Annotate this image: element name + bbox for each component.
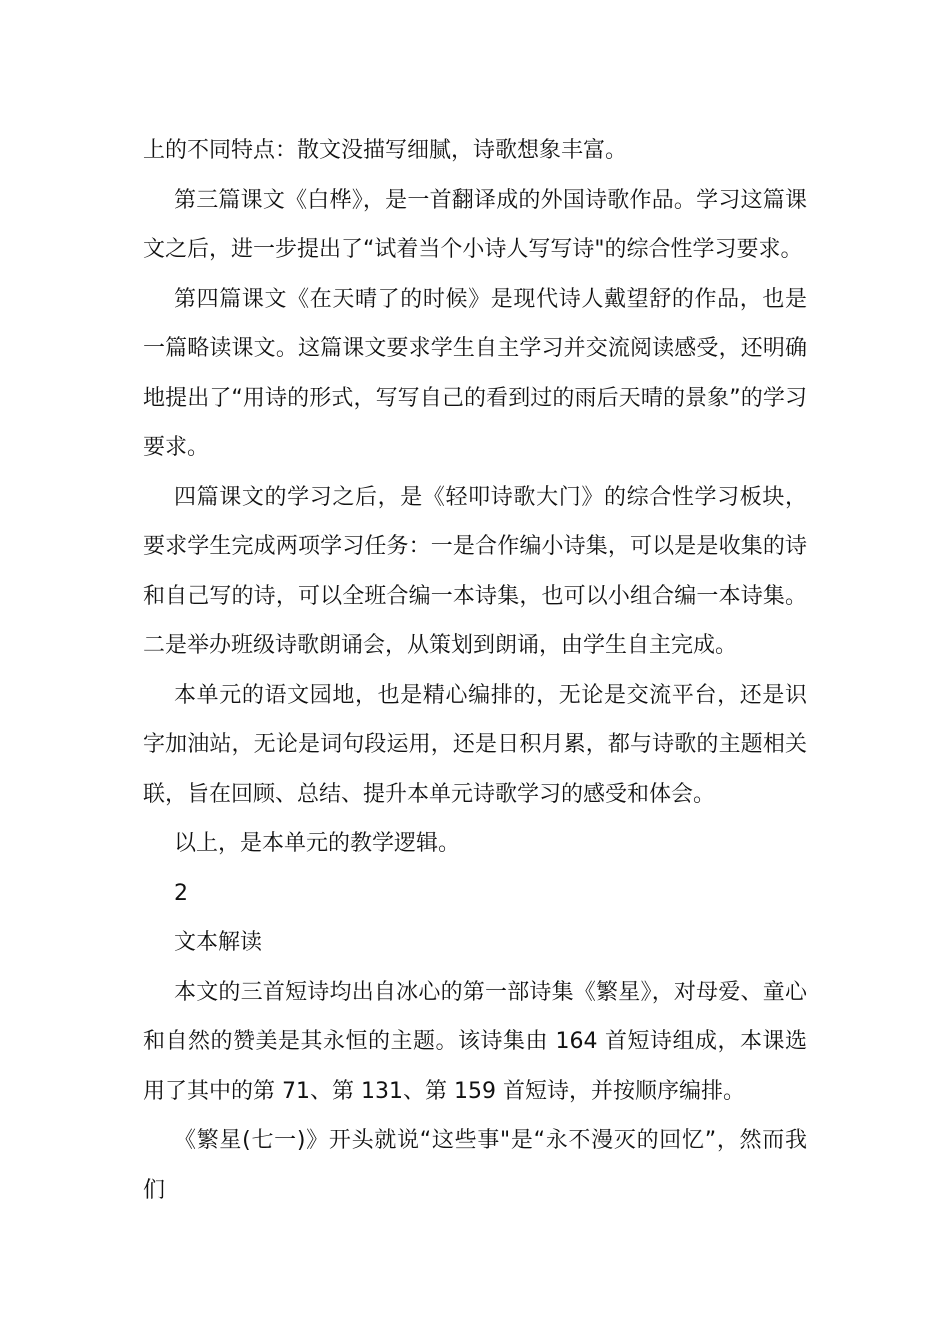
paragraph-tianqing: 第四篇课文《在天晴了的时候》是现代诗人戴望舒的作品，也是一篇略读课文。这篇课文要求学生自主学习并交流阅读感受，还明确地提出了“用诗的形式，写写自己的看到过的雨后天晴的景象”的学习要求。 <box>143 286 807 460</box>
document-body <box>143 126 807 1215</box>
paragraph-fanxing-intro: 本文的三首短诗均出自冰心的第一部诗集《繁星》，对母爱、童心和自然的赞美是其永恒的主题。该诗集由 164 首短诗组成，本课选用了其中的第 71、第 131、第 159 首短诗，并按顺序编排。 <box>143 979 807 1104</box>
paragraph-summary: 以上，是本单元的教学逻辑。 <box>174 831 461 856</box>
paragraph-comprehensive-study: 四篇课文的学习之后，是《轻叩诗歌大门》的综合性学习板块，要求学生完成两项学习任务：一是合作编小诗集，可以是是收集的诗和自己写的诗，可以全班合编一本诗集，也可以小组合编一本诗集。二是举办班级诗歌朗诵会，从策划到朗诵，由学生自主完成。 <box>143 484 807 658</box>
section-heading: 文本解读 <box>174 930 263 955</box>
paragraph-language-garden: 本单元的语文园地，也是精心编排的，无论是交流平台，还是识字加油站，无论是词句段运用，还是日积月累，都与诗歌的主题相关联，旨在回顾、总结、提升本单元诗歌学习的感受和体会。 <box>143 682 807 807</box>
paragraph-continuation: 上的不同特点：散文没描写细腻，诗歌想象丰富。 <box>143 138 628 163</box>
paragraph-baihua: 第三篇课文《白桦》，是一首翻译成的外国诗歌作品。学习这篇课文之后，进一步提出了“试着当个小诗人写写诗"的综合性学习要求。 <box>143 187 807 262</box>
paragraph-fanxing-71: 《繁星(七一)》开头就说“这些事"是“永不漫灭的回忆”，然而我们 <box>143 1128 807 1203</box>
section-number: 2 <box>174 880 188 906</box>
